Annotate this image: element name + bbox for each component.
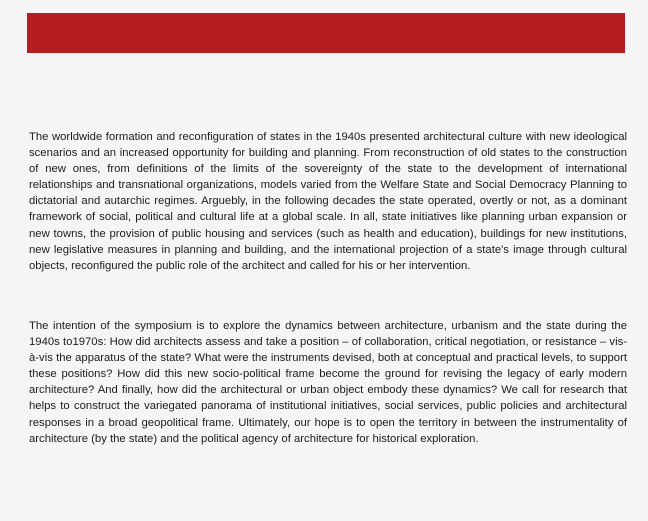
paragraph-symposium-intention: The intention of the symposium is to explore the dynamics between architecture, urbanism and the state during the 1940s to1970s: How did architects assess and take a position – of collaboration, critical negotiation, or resistance – vis-à-vis the apparatus of the state? What were the instruments devised, both at conceptual and practical levels, to support these positions? How did this new socio-political frame become the ground for revising the legacy of early modern architecture? And finally, how did the architectural or urban object embody these dynamics? We call for research that helps to construct the variegated panorama of institutional initiatives, social services, public policies and architectural responses in a broad geopolitical frame. Ultimately, our hope is to open the territory in between the instrumentality of architecture (by the state) and the political agency of architecture for historical exploration. (29, 320, 627, 445)
red-banner (27, 13, 625, 53)
paragraph-intro: The worldwide formation and reconfiguration of states in the 1940s presented architectural culture with new ideological scenarios and an increased opportunity for building and planning. From reconstruction of old states to the construction of new ones, from definitions of the limits of the sovereignty of the state to the development of international relationships and transnational organizations, models varied from the Welfare State and Social Democracy Planning to dictatorial and autarchic regimes. Arguebly, in the following decades the state operated, overtly or not, as a dominant framework of social, political and cultural life at a global scale. In all, state initiatives like planning urban expansion or new towns, the provision of public housing and services (such as health and education), buildings for new institutions, new legislative measures in planning and building, and the international projection of a state's image through cultural objects, reconfigured the public role of the architect and called for his or her intervention. (29, 131, 627, 272)
